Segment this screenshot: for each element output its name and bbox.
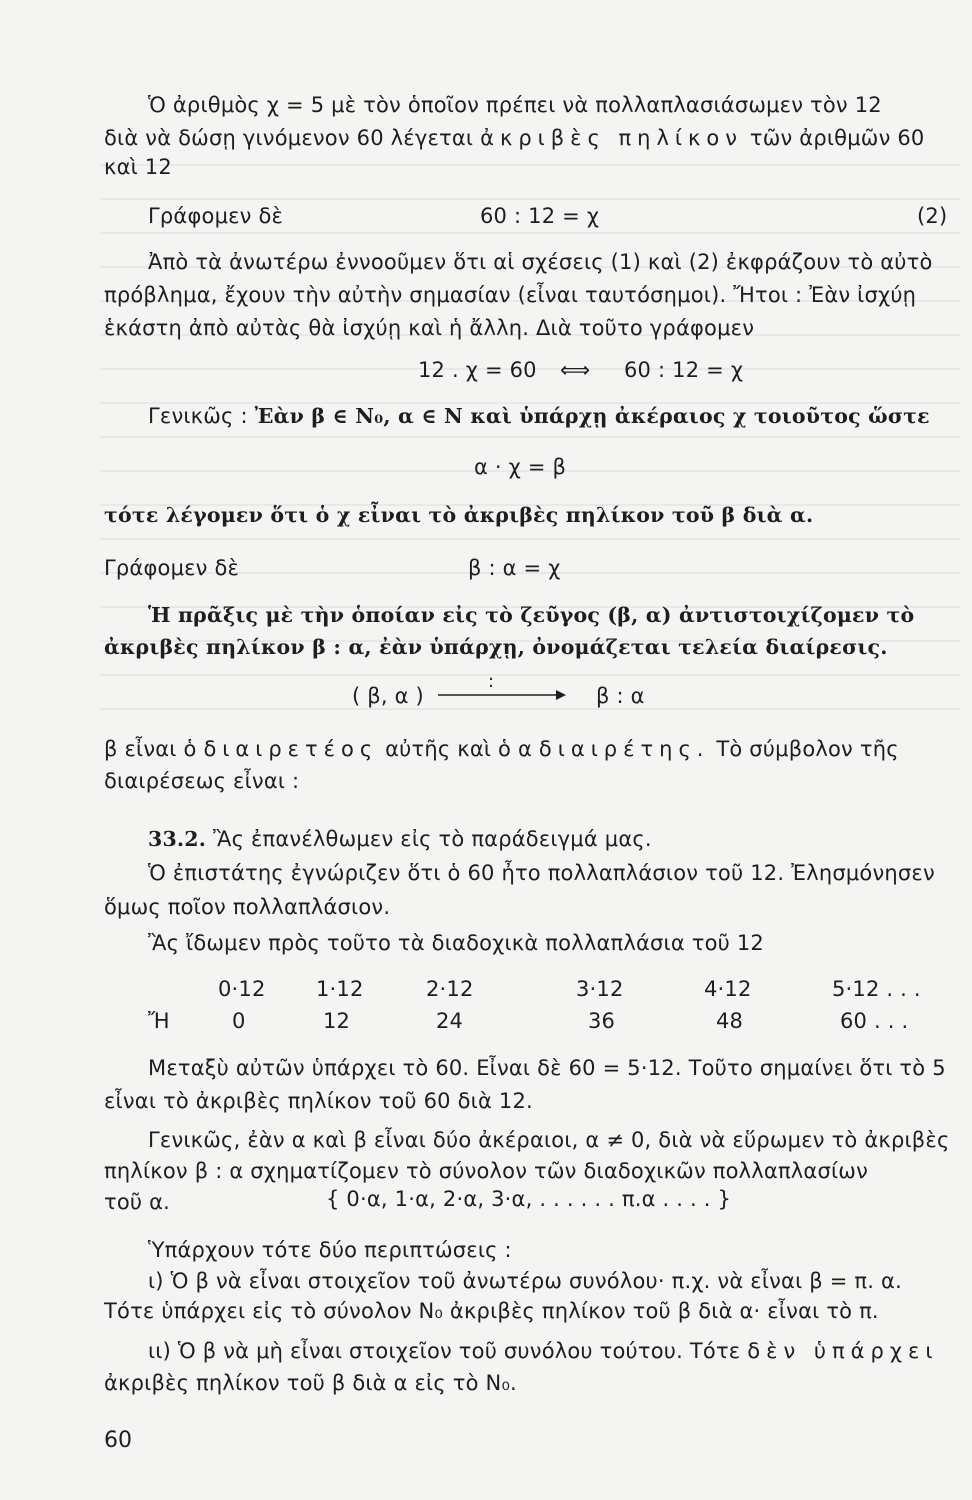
- page-number: 60: [104, 1428, 132, 1453]
- case2-emphasis: δὲν ὑπάρχει: [747, 1339, 939, 1363]
- para1-line2: [104, 125, 925, 151]
- para3-start: β εἶναι ὁ: [104, 737, 197, 761]
- map-arrow: [438, 688, 568, 702]
- cases-intro: Ὑπάρχουν τότε δύο περιπτώσεις :: [148, 1238, 512, 1262]
- map-pair: ( β, α ): [352, 684, 424, 708]
- multiples-cell: 5·12 . . .: [832, 977, 921, 1001]
- para1-line3: καὶ 12: [104, 155, 172, 179]
- para5-line3a: τοῦ α.: [104, 1190, 171, 1214]
- section-title: Ἂς ἐπανέλθωμεν εἰς τὸ παράδειγμά μας.: [212, 827, 652, 851]
- multiples-value: 24: [436, 1009, 464, 1033]
- term-divisor: διαιρέτης.: [538, 737, 710, 761]
- multiples-value: 0: [232, 1009, 246, 1033]
- para1-text: διὰ νὰ δώσῃ γινόμενον 60 λέγεται: [104, 126, 474, 150]
- definition-formula: α · χ = β: [474, 455, 567, 479]
- case2-line2: ἀκριβὲς πηλίκον τοῦ β διὰ α εἰς τὸ N₀.: [104, 1371, 517, 1395]
- para4-line2: εἶναι τὸ ἀκριβὲς πηλίκον τοῦ 60 διὰ 12.: [104, 1089, 533, 1113]
- definition-line1: [148, 403, 930, 429]
- equiv-arrow: ⟺: [560, 358, 591, 382]
- operation-line1: Ἡ πρᾶξις μὲ τὴν ὁποίαν εἰς τὸ ζεῦγος (β, α) ἀντιστοιχίζομεν τὸ: [148, 603, 915, 627]
- multiples-value: 60 . . .: [840, 1009, 909, 1033]
- multiples-cell: 0·12: [218, 977, 266, 1001]
- definition-intro: Γενικῶς :: [148, 404, 248, 428]
- multiples-cell: 4·12: [704, 977, 752, 1001]
- para1-line1: Ὁ ἀριθμὸς χ = 5 μὲ τὸν ὁποῖον πρέπει νὰ πολλαπλασιάσωμεν τὸν 12: [148, 93, 882, 117]
- case1-line1: ι) Ὁ β νὰ εἶναι στοιχεῖον τοῦ ἀνωτέρω συνόλου· π.χ. νὰ εἶναι β = π. α.: [148, 1269, 902, 1293]
- map-result: β : α: [596, 684, 645, 708]
- para3-mid: αὐτῆς καὶ ὁ α: [385, 737, 533, 761]
- para3-tail: Τὸ σύμβολον τῆς: [716, 737, 899, 761]
- formula3: β : α = χ: [468, 556, 561, 580]
- multiples-cell: 2·12: [426, 977, 474, 1001]
- multiples-cell: 1·12: [316, 977, 364, 1001]
- para3-line1: [104, 736, 899, 762]
- multiples-set: { 0·α, 1·α, 2·α, 3·α, . . . . . . π.α . . . . }: [326, 1187, 732, 1211]
- formula2-number: (2): [917, 204, 948, 228]
- para2-line1: Ἀπὸ τὰ ἀνωτέρω ἐννοοῦμεν ὅτι αἱ σχέσεις (1) καὶ (2) ἐκφράζουν τὸ αὐτὸ: [148, 250, 933, 274]
- multiples-value: 48: [716, 1009, 744, 1033]
- multiples-value: 12: [323, 1009, 351, 1033]
- para5-line1: Γενικῶς, ἐὰν α καὶ β εἶναι δύο ἀκέραιοι, α ≠ 0, διὰ νὰ εὕρωμεν τὸ ἀκριβὲς: [148, 1128, 950, 1152]
- equiv-right: 60 : 12 = χ: [624, 358, 744, 382]
- para2-line3: ἑκάστη ἀπὸ αὐτὰς θὰ ἰσχύῃ καὶ ἡ ἄλλη. Διὰ τοῦτο γράφομεν: [104, 316, 755, 340]
- section-line1: Ὁ ἐπιστάτης ἐγνώριζεν ὅτι ὁ 60 ἦτο πολλαπλάσιον τοῦ 12. Ἐλησμόνησεν: [148, 861, 935, 885]
- case2-line1: [148, 1338, 938, 1364]
- para3-line2: διαιρέσεως εἶναι :: [104, 769, 300, 793]
- case1-line2: Τότε ὑπάρχει εἰς τὸ σύνολον N₀ ἀκριβὲς πηλίκον τοῦ β διὰ α· εἶναι τὸ π.: [104, 1299, 879, 1323]
- term-dividend: διαιρετέος: [203, 737, 379, 761]
- section-heading: [148, 826, 652, 852]
- multiples-value: 36: [588, 1009, 616, 1033]
- para4-line1: Μεταξὺ αὐτῶν ὑπάρχει τὸ 60. Εἶναι δὲ 60 = 5·12. Τοῦτο σημαίνει ὅτι τὸ 5: [148, 1056, 946, 1080]
- section-line3: Ἂς ἴδωμεν πρὸς τοῦτο τὰ διαδοχικὰ πολλαπλάσια τοῦ 12: [148, 931, 764, 955]
- multiples-eta: Ἤ: [148, 1009, 170, 1033]
- para2-line2: πρόβλημα, ἔχουν τὴν αὐτὴν σημασίαν (εἶναι ταυτόσημοι). Ἤτοι : Ἐὰν ἰσχύῃ: [104, 283, 917, 307]
- case2-text: ιι) Ὁ β νὰ μὴ εἶναι στοιχεῖον τοῦ συνόλου τούτου. Τότε: [148, 1339, 741, 1363]
- equiv-left: 12 . χ = 60: [418, 358, 537, 382]
- definition-line2: τότε λέγομεν ὅτι ὁ χ εἶναι τὸ ἀκριβὲς πηλίκον τοῦ β διὰ α.: [104, 503, 814, 527]
- section-number: 33.2.: [148, 827, 207, 851]
- formula2-label: Γράφομεν δὲ: [148, 204, 284, 228]
- term-exact-quotient: ἀκριβὲς πηλίκον: [480, 126, 743, 150]
- formula2: 60 : 12 = χ: [480, 204, 600, 228]
- para5-line2: πηλίκον β : α σχηματίζομεν τὸ σύνολον τῶν διαδοχικῶν πολλαπλασίων: [104, 1159, 869, 1183]
- map-symbol: :: [488, 671, 495, 692]
- section-line2: ὅμως ποῖον πολλαπλάσιον.: [104, 895, 391, 919]
- definition-condition: Ἐὰν β ∈ N₀, α ∈ N καὶ ὑπάρχῃ ἀκέραιος χ τοιοῦτος ὥστε: [254, 404, 930, 428]
- para1-text-end: τῶν ἀριθμῶν 60: [749, 126, 925, 150]
- multiples-cell: 3·12: [576, 977, 624, 1001]
- operation-line2: ἀκριβὲς πηλίκον β : α, ἐὰν ὑπάρχῃ, ὀνομάζεται τελεία διαίρεσις.: [104, 635, 888, 659]
- formula3-label: Γράφομεν δὲ: [104, 556, 240, 580]
